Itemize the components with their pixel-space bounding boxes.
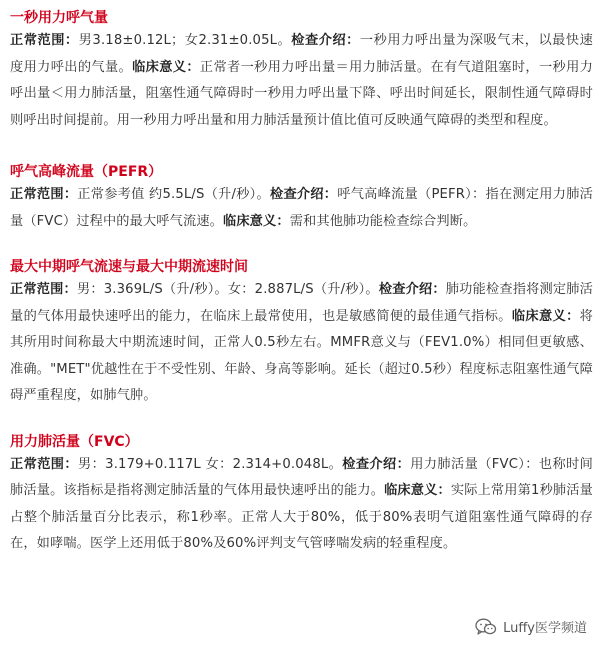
clinical-text: 需和其他肺功能检查综合判断。	[289, 213, 477, 229]
clinical-text: 将其所用时间称最大中期流速时间，正常人0.5秒左右。MMFR意义与（FEV1.0%）相同但更敏感、准确。"MET"优越性在于不受性别、年龄、身高等影响。延长（超过0.5秒）程度标志阻塞性通气障碍严重程度，如肺气肿。	[10, 308, 594, 403]
range-label: 正常范围：	[10, 456, 78, 472]
section-body	[10, 28, 593, 134]
section-body	[10, 182, 593, 235]
intro-text: 用力肺活量（FVC）：也称时间肺活量。该指标是指将测定肺活量的气体用最快速呼出的能力。	[10, 456, 594, 498]
wechat-icon	[475, 618, 497, 636]
watermark-text: Luffy医学频道	[503, 621, 587, 636]
range-label: 正常范围：	[10, 187, 78, 202]
intro-label: 检查介绍：	[342, 456, 411, 472]
range-text: 男：3.369L/S（升/秒）。女：2.887L/S（升/秒）。	[76, 282, 379, 297]
section-fev1	[10, 8, 593, 134]
section-body	[10, 277, 593, 410]
section-title: 最大中期呼气流速与最大中期流速时间	[10, 259, 248, 275]
range-label: 正常范围：	[10, 282, 77, 297]
section-body	[10, 452, 593, 558]
intro-text: 一秒用力呼出量为深吸气末，以最快速度用力呼出的气量。	[10, 33, 593, 75]
intro-text: 肺功能检查指将测定肺活量的气体用最快速呼出的能力，在临床上最常使用，也是敏感简便的最佳通气指标。	[10, 282, 594, 324]
clinical-label: 临床意义：	[223, 213, 290, 229]
section-mmfr	[10, 257, 593, 410]
section-title: 用力肺活量（FVC）	[10, 433, 139, 450]
clinical-label: 临床意义：	[132, 59, 200, 75]
clinical-label: 临床意义：	[384, 483, 451, 498]
intro-text: 呼气高峰流量（PEFR）：指在测定用力肺活量（FVC）过程中的最大呼气流速。	[10, 187, 594, 229]
section-fvc	[10, 432, 593, 558]
section-title: 一秒用力呼气量	[10, 10, 108, 26]
section-pefr	[10, 162, 593, 235]
intro-label: 检查介绍：	[291, 33, 360, 48]
range-label: 正常范围：	[10, 33, 79, 48]
section-title: 呼气高峰流量（PEFR）	[10, 164, 163, 180]
range-text: 正常参考值 约5.5L/S（升/秒）。	[77, 187, 270, 202]
clinical-label: 临床意义：	[511, 308, 580, 324]
range-text: 男3.18±0.12L；女2.31±0.05L。	[78, 33, 292, 48]
range-text: 男：3.179+0.117L 女：2.314+0.048L。	[77, 456, 343, 472]
channel-watermark	[471, 615, 591, 638]
clinical-text: 正常者一秒用力呼出量＝用力肺活量。在有气道阻塞时，一秒用力呼出量＜用力肺活量，阻塞性通气障碍时一秒用力呼出量下降、呼出时间延长，限制性通气障碍时则呼出时间提前。用一秒用力呼出量和用力肺活量预计值比值可反映通气障碍的类型和程度。	[10, 59, 594, 128]
intro-label: 检查介绍：	[269, 187, 338, 202]
clinical-text: 实际上常用第1秒肺活量占整个肺活量百分比表示，称1秒率。正常人大于80%，低于80%表明气道阻塞性通气障碍的存在，如哮喘。医学上还用低于80%及60%评判支气管哮喘发病的轻重程度。	[10, 483, 593, 551]
intro-label: 检查介绍：	[378, 282, 446, 297]
article-content	[10, 0, 593, 558]
